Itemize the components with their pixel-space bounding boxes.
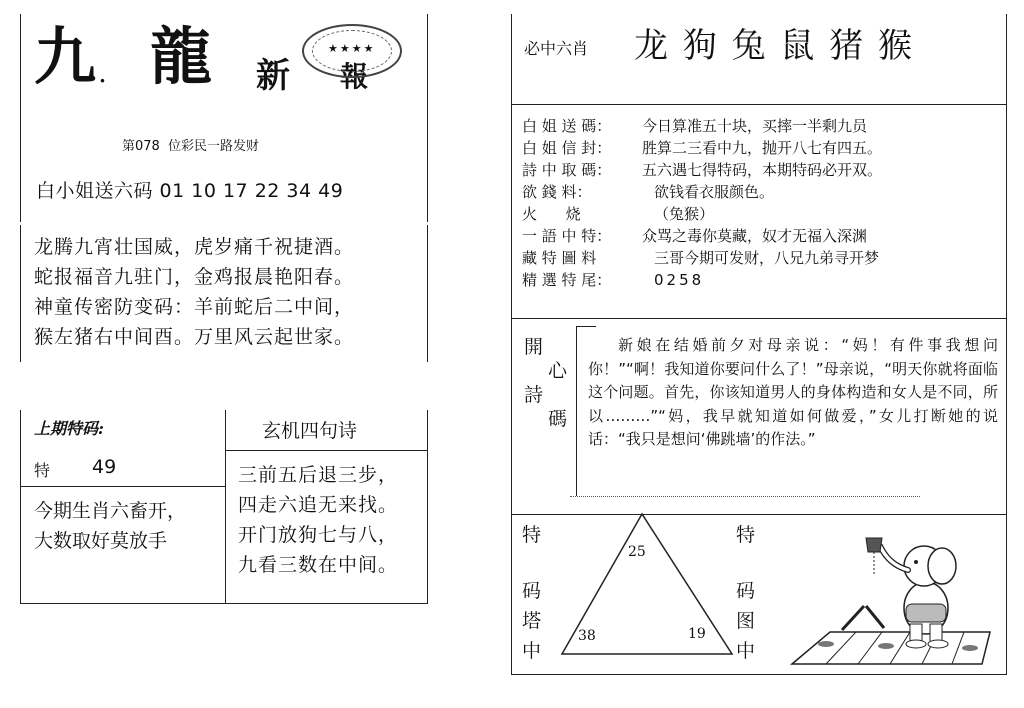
elephant-shorts (906, 604, 946, 622)
zodiac-line: 大数取好莫放手 (34, 530, 168, 552)
box-line (20, 410, 21, 603)
last-period-value: 49 (92, 456, 117, 478)
mystic-line: 九看三数在中间。 (238, 554, 399, 576)
joke-rule (570, 496, 920, 499)
tower-label-char: 图 (736, 610, 756, 632)
clue-label: 白 姐 送 碼： (522, 117, 612, 135)
mystic-title: 玄机四句诗 (262, 420, 358, 442)
clue-row (522, 117, 1002, 136)
piano-dot (962, 645, 978, 651)
logo-char: 報 (340, 60, 369, 93)
clue-label: 精 選 特 尾： (522, 271, 612, 289)
tower-bottom-left-number: 38 (578, 628, 596, 644)
clue-text: 欲钱看衣服颜色。 (654, 183, 775, 201)
elephant-cup (866, 538, 882, 552)
poem-line: 神童传密防变码：羊前蛇后二中间， (34, 296, 355, 318)
elephant-leg (910, 624, 922, 642)
logo-char: 新 (256, 56, 290, 96)
elephant-ear (928, 548, 956, 584)
piano-dot (878, 643, 894, 649)
left-frame-line (20, 14, 21, 222)
tower-label-char: 中 (522, 640, 542, 662)
poem-line: 龙腾九宵壮国威，虎岁痛千祝捷酒。 (34, 236, 355, 258)
joke-text: 新娘在结婚前夕对母亲说：“妈！有件事我想问你！”“啊！我知道你要问什么了！”母亲说，“明天你就将面临这个问题。首先，你该知道男人的身体构造和女人是不同，所以………”“妈，我早就知道如何做爱，”女儿打断她的说话：“我只是想问‘佛跳墙’的作法。” (588, 336, 998, 448)
tower-label-char: 码 (736, 580, 756, 602)
clue-list (522, 117, 1002, 293)
stamp (302, 24, 402, 78)
left-frame-line (20, 225, 21, 362)
issue-number: 078 (135, 139, 160, 154)
clue-text: （兔猴） (654, 205, 715, 223)
tower-top-number: 25 (628, 544, 646, 560)
clue-text: 三哥今期可发财，八兄九弟寻开梦 (654, 249, 880, 267)
issue-line (122, 135, 259, 154)
six-zodiac-label: 必中六肖 (524, 39, 589, 58)
tower-label-char: 特 (736, 524, 756, 546)
right-frame-line (511, 318, 1007, 319)
clue-row (522, 227, 1002, 246)
clue-label: 白 姐 信 封： (522, 139, 612, 157)
poem-line: 蛇报福音九驻门，金鸡报晨艳阳春。 (34, 266, 355, 288)
clue-label: 藏 特 圖 料 (522, 249, 597, 267)
mystic-line: 四走六追无来找。 (238, 494, 399, 516)
clue-row (522, 139, 1002, 158)
elephant-illustration (786, 520, 1004, 672)
right-frame-line (511, 14, 512, 674)
last-period-label: 特 (34, 461, 51, 480)
tower-label-char: 塔 (522, 610, 542, 632)
elephant-foot (928, 640, 948, 648)
issue-prefix: 第 (122, 139, 136, 154)
piano-dot (818, 641, 834, 647)
clue-label: 詩 中 取 碼： (522, 161, 612, 179)
box-line (20, 486, 226, 487)
joke-label-char: 詩 (524, 384, 544, 406)
elephant-trunk (880, 546, 908, 570)
elephant-leg (930, 624, 942, 642)
logo-char: 龍 (150, 20, 213, 93)
clue-label: 火 烧 (522, 205, 581, 223)
elephant-foot (906, 640, 926, 648)
box-line (427, 410, 428, 603)
zodiac-text (34, 496, 186, 556)
poem-line: 猴左猪右中间酉。万里风云起世家。 (34, 326, 355, 348)
clue-row (522, 205, 1002, 224)
box-line (225, 450, 427, 451)
tower-label-char: 中 (736, 640, 756, 662)
elephant-eye (914, 560, 918, 564)
right-frame-line (511, 104, 1007, 105)
joke-label-char: 碼 (548, 408, 568, 430)
clue-row (522, 183, 1002, 202)
mystic-poem (238, 460, 398, 580)
clue-text: 五六遇七得特码，本期特码必开双。 (642, 161, 883, 179)
last-period-title: 上期特码: (34, 419, 104, 438)
tower-label-char: 码 (522, 580, 542, 602)
joke-label-char: 心 (548, 360, 568, 382)
stick (866, 606, 884, 628)
clue-row (522, 161, 1002, 180)
mystic-line: 三前五后退三步， (238, 464, 399, 486)
clue-label: 一 語 中 特： (522, 227, 612, 245)
zodiac-line: 今期生肖六畜开， (34, 500, 187, 522)
six-zodiac-list: 龙 狗 兔 鼠 猪 猴 (634, 26, 915, 66)
box-line (20, 603, 428, 604)
tower-label-char: 特 (522, 524, 542, 546)
mystic-line: 开门放狗七与八， (238, 524, 399, 546)
right-frame-line (511, 674, 1007, 675)
logo-char: 九 (34, 20, 97, 93)
last-period-title-text: 上期特码 (34, 419, 99, 438)
clue-text: 胜算二三看中九，抛开八七有四五。 (642, 139, 883, 157)
clue-label: 欲 錢 料： (522, 183, 592, 201)
clue-text: 0258 (654, 271, 705, 289)
box-line (225, 410, 226, 603)
tower-bottom-right-number: 19 (688, 626, 706, 642)
issue-suffix: 位彩民一路发财 (167, 139, 259, 154)
left-frame-line (427, 225, 428, 362)
clue-text: 今日算准五十块，买摔一半剩九员 (642, 117, 868, 135)
joke-label-char: 開 (524, 336, 544, 358)
right-frame-line (1006, 14, 1007, 674)
poem (34, 232, 354, 352)
left-frame-line (427, 14, 428, 222)
clue-row (522, 249, 1002, 268)
clue-text: 众骂之毒你莫藏，奴才无福入深渊 (642, 227, 868, 245)
joke-divider (576, 326, 596, 327)
joke-divider (576, 326, 577, 496)
logo-dot: . (98, 56, 107, 89)
stick (842, 606, 864, 630)
clue-row (522, 271, 1002, 290)
tower-left-labels (522, 520, 541, 666)
six-codes: 白小姐送六码 01 10 17 22 34 49 (36, 180, 344, 202)
stamp-stars: ★★★★ (328, 42, 376, 55)
